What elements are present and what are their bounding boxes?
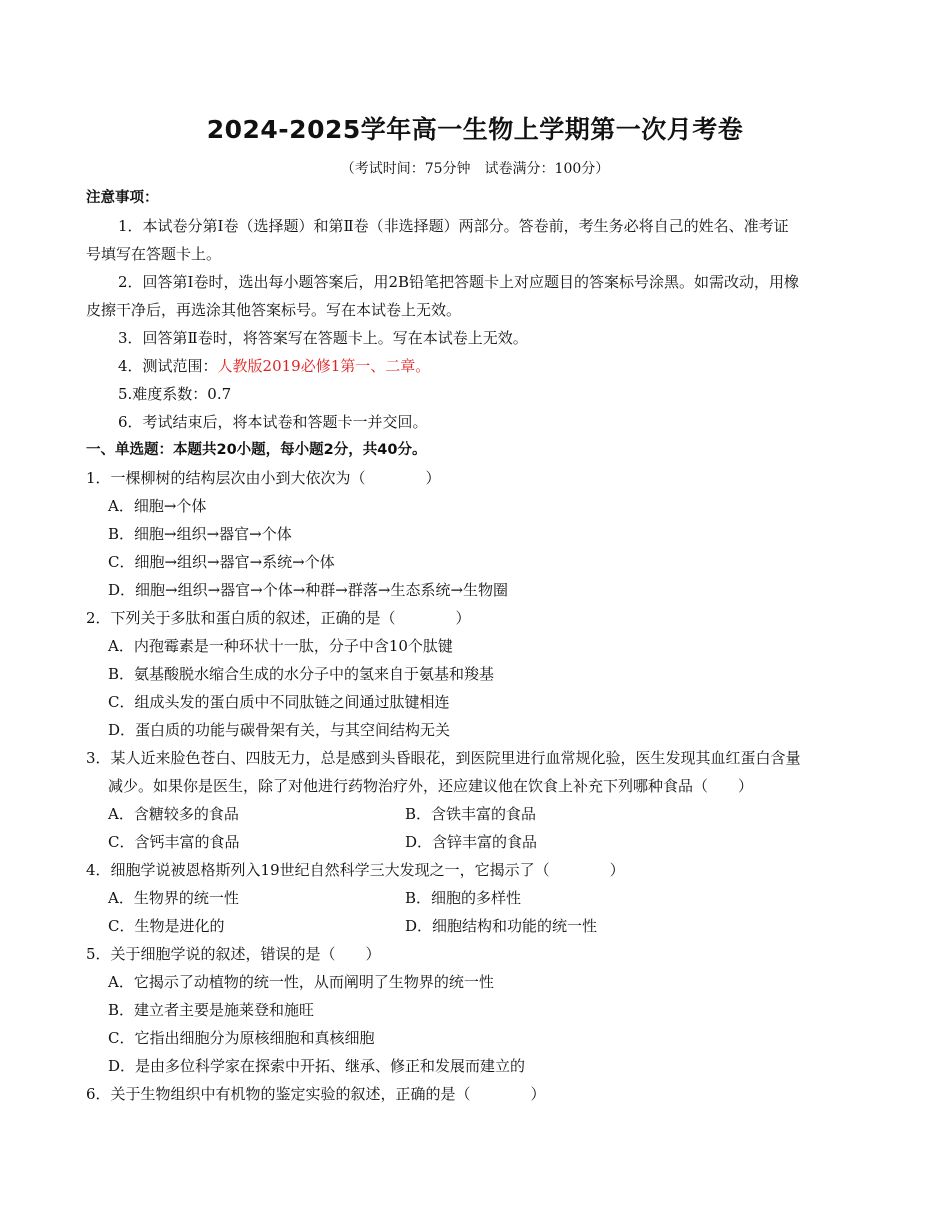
notice-item-6: 6．考试结束后，将本试卷和答题卡一并交回。 bbox=[118, 413, 428, 431]
notice-item-3: 3．回答第Ⅱ卷时，将答案写在答题卡上。写在本试卷上无效。 bbox=[118, 329, 528, 347]
question-6-stem: 6．关于生物组织中有机物的鉴定实验的叙述，正确的是（ ） bbox=[86, 1085, 546, 1103]
question-1-option-c: C．细胞→组织→器官→系统→个体 bbox=[108, 553, 335, 571]
notice-item-4 bbox=[118, 356, 430, 376]
question-4-option-c: C．生物是进化的 bbox=[108, 917, 225, 935]
section-heading: 一、单选题：本题共20小题，每小题2分，共40分。 bbox=[86, 442, 427, 458]
question-5-option-b: B．建立者主要是施莱登和施旺 bbox=[108, 1001, 315, 1019]
question-5-option-a: A．它揭示了动植物的统一性，从而阐明了生物界的统一性 bbox=[108, 973, 494, 991]
question-4-stem: 4．细胞学说被恩格斯列入19世纪自然科学三大发现之一，它揭示了（ ） bbox=[86, 861, 625, 879]
question-4-option-a: A．生物界的统一性 bbox=[108, 889, 239, 907]
test-range: 人教版2019必修1第一、二章。 bbox=[217, 357, 431, 375]
question-5-stem: 5．关于细胞学说的叙述，错误的是（ ） bbox=[86, 945, 381, 963]
question-2-option-b: B．氨基酸脱水缩合生成的水分子中的氢来自于氨基和羧基 bbox=[108, 665, 495, 683]
notice-item-2-cont: 皮擦干净后，再选涂其他答案标号。写在本试卷上无效。 bbox=[86, 301, 462, 319]
notice-item-1-cont: 号填写在答题卡上。 bbox=[86, 245, 222, 263]
notice-heading: 注意事项： bbox=[86, 190, 159, 206]
notice-item-5: 5.难度系数：0.7 bbox=[118, 385, 232, 403]
exam-subtitle: （考试时间：75分钟 试卷满分：100分） bbox=[340, 161, 610, 177]
question-1-stem: 1．一棵柳树的结构层次由小到大依次为（ ） bbox=[86, 469, 441, 487]
question-1-option-a: A．细胞→个体 bbox=[108, 497, 207, 515]
question-3-option-c: C．含钙丰富的食品 bbox=[108, 833, 240, 851]
question-3-option-d: D．含锌丰富的食品 bbox=[405, 833, 538, 851]
question-1-option-b: B．细胞→组织→器官→个体 bbox=[108, 525, 292, 543]
question-1-option-d: D．细胞→组织→器官→个体→种群→群落→生态系统→生物圈 bbox=[108, 581, 509, 599]
question-2-option-a: A．内孢霉素是一种环状十一肽，分子中含10个肽键 bbox=[108, 637, 453, 655]
notice-item-1: 1．本试卷分第Ⅰ卷（选择题）和第Ⅱ卷（非选择题）两部分。答卷前，考生务必将自己的姓名、准考证 bbox=[118, 217, 789, 235]
exam-title: 2024-2025学年高一生物上学期第一次月考卷 bbox=[206, 115, 744, 144]
question-5-option-d: D．是由多位科学家在探索中开拓、继承、修正和发展而建立的 bbox=[108, 1057, 526, 1075]
question-3-option-a: A．含糖较多的食品 bbox=[108, 805, 239, 823]
notice-item-2: 2．回答第Ⅰ卷时，选出每小题答案后，用2B铅笔把答题卡上对应题目的答案标号涂黑。如需改动，用橡 bbox=[118, 273, 800, 291]
question-2-stem: 2．下列关于多肽和蛋白质的叙述，正确的是（ ） bbox=[86, 609, 471, 627]
question-3-option-b: B．含铁丰富的食品 bbox=[405, 805, 537, 823]
question-5-option-c: C．它指出细胞分为原核细胞和真核细胞 bbox=[108, 1029, 375, 1047]
question-4-option-d: D．细胞结构和功能的统一性 bbox=[405, 917, 598, 935]
notice-item-4-prefix: 4．测试范围： bbox=[118, 357, 218, 375]
question-3-stem: 3．某人近来脸色苍白、四肢无力，总是感到头昏眼花，到医院里进行血常规化验，医生发现其血红蛋白含量 bbox=[86, 749, 801, 767]
question-4-option-b: B．细胞的多样性 bbox=[405, 889, 522, 907]
question-2-option-d: D．蛋白质的功能与碳骨架有关，与其空间结构无关 bbox=[108, 721, 451, 739]
question-2-option-c: C．组成头发的蛋白质中不同肽链之间通过肽键相连 bbox=[108, 693, 450, 711]
question-3-stem-cont: 减少。如果你是医生，除了对他进行药物治疗外，还应建议他在饮食上补充下列哪种食品（ ） bbox=[108, 777, 754, 795]
